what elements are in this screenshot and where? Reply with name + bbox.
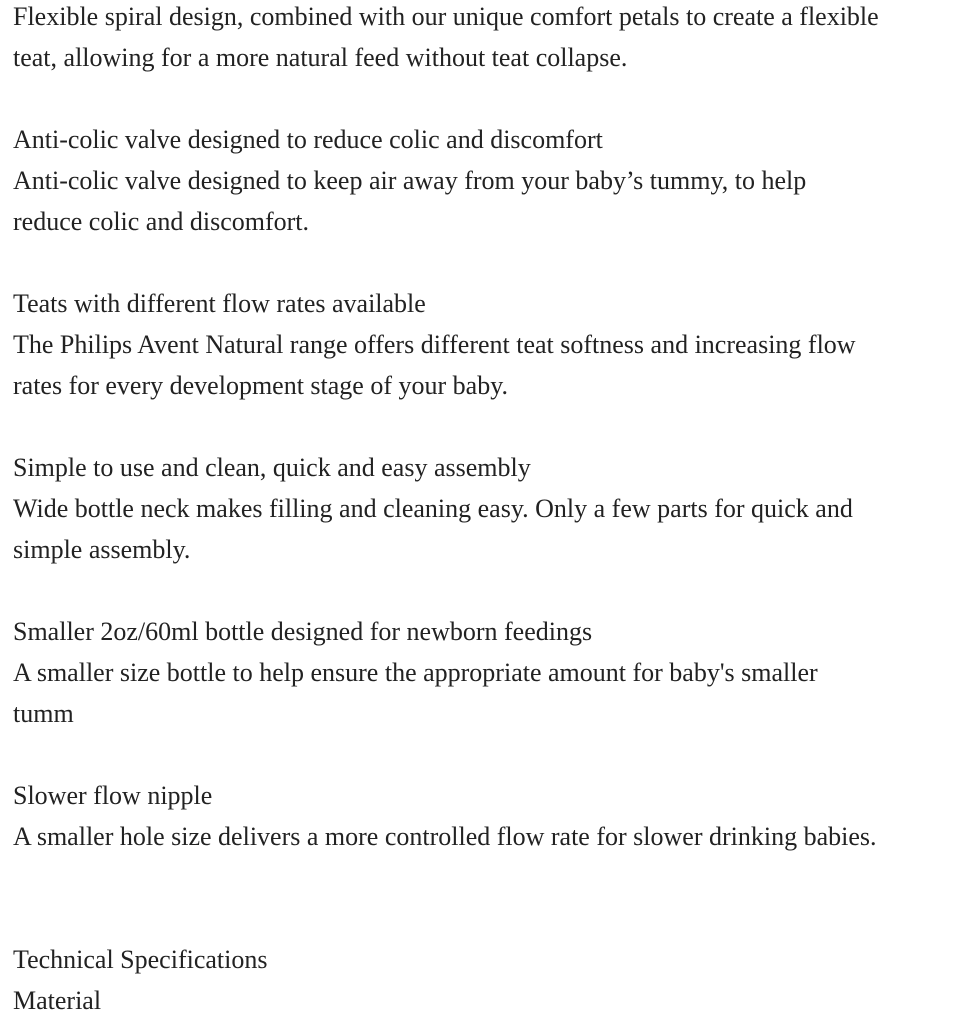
feature-title: Teats with different flow rates available bbox=[13, 289, 426, 318]
feature-smaller-bottle bbox=[13, 611, 955, 734]
feature-slower-flow bbox=[13, 775, 955, 857]
feature-title: Anti-colic valve designed to reduce colic and discomfort bbox=[13, 125, 603, 154]
feature-title: Slower flow nipple bbox=[13, 781, 213, 810]
intro-line: teat, allowing for a more natural feed without teat collapse. bbox=[13, 43, 628, 72]
specs-heading: Technical Specifications bbox=[13, 945, 268, 974]
feature-description-line: The Philips Avent Natural range offers different teat softness and increasing flow bbox=[13, 330, 856, 359]
specs-item-label: Material bbox=[13, 986, 102, 1015]
feature-description-line: tumm bbox=[13, 699, 74, 728]
feature-description-line: simple assembly. bbox=[13, 535, 191, 564]
feature-description-line: A smaller size bottle to help ensure the appropriate amount for baby's smaller bbox=[13, 658, 818, 687]
intro-line: Flexible spiral design, combined with our unique comfort petals to create a flexible bbox=[13, 2, 879, 31]
feature-description-line: A smaller hole size delivers a more controlled flow rate for slower drinking babies. bbox=[13, 822, 877, 851]
feature-easy-assembly bbox=[13, 447, 955, 570]
feature-description-line: reduce colic and discomfort. bbox=[13, 207, 309, 236]
feature-flow-rates bbox=[13, 283, 955, 406]
feature-description-line: rates for every development stage of your baby. bbox=[13, 371, 509, 400]
feature-title: Smaller 2oz/60ml bottle designed for newborn feedings bbox=[13, 617, 593, 646]
feature-description-line: Wide bottle neck makes filling and cleaning easy. Only a few parts for quick and bbox=[13, 494, 853, 523]
technical-specifications bbox=[13, 939, 955, 1021]
feature-description-line: Anti-colic valve designed to keep air away from your baby’s tummy, to help bbox=[13, 166, 807, 195]
feature-title: Simple to use and clean, quick and easy assembly bbox=[13, 453, 531, 482]
intro-paragraph bbox=[13, 0, 955, 78]
product-description bbox=[13, 0, 955, 1021]
section-spacer bbox=[13, 898, 955, 939]
feature-anti-colic bbox=[13, 119, 955, 242]
